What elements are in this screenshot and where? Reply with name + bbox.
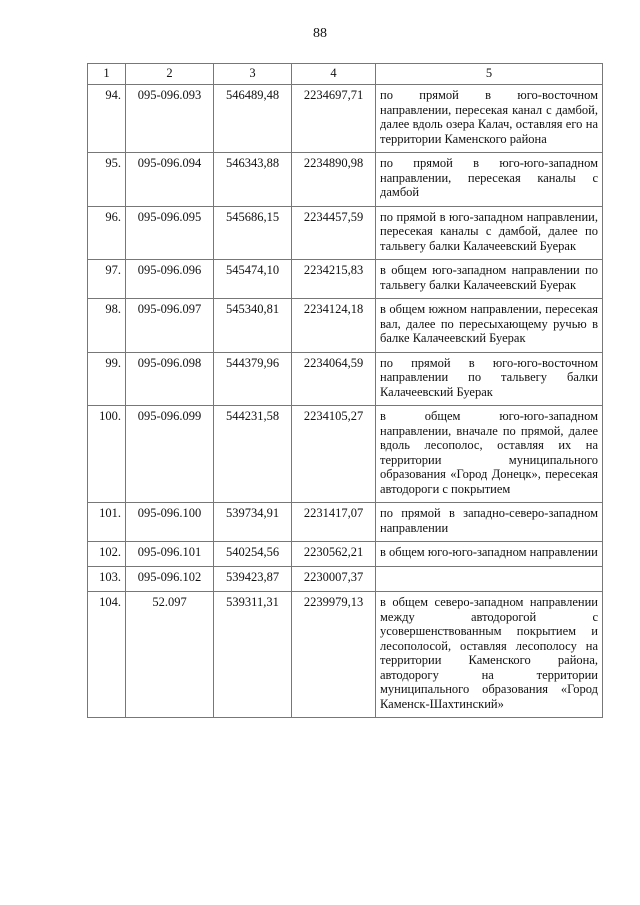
boundary-description: по прямой в юго-юго-западном направлении, пересекая каналы с дамбой (376, 153, 603, 207)
boundary-description: в общем юго-западном направлении по тальвегу балки Калачеевский Буерак (376, 260, 603, 299)
boundary-description: по прямой в западно-северо-западном направлении (376, 503, 603, 542)
row-number: 104. (88, 592, 126, 718)
boundary-description: по прямой в юго-западном направлении, пересекая каналы с дамбой, далее по тальвегу балки Калачеевский Буерак (376, 206, 603, 260)
coordinate-x: 545474,10 (214, 260, 292, 299)
coordinate-y: 2239979,13 (292, 592, 376, 718)
column-header: 1 (88, 64, 126, 85)
boundary-description: по прямой в юго-восточном направлении, пересекая канал с дамбой, далее вдоль озера Калач, оставляя его на территории Каменского района (376, 85, 603, 153)
boundary-description: в общем северо-западном направлении между автодорогой с усовершенствованным покрытием и лесополосой, оставляя лесополосу на территории Каменского района, автодорогу на территории муниципального образования «Город Каменск-Шахтинский» (376, 592, 603, 718)
table-row (88, 85, 603, 153)
point-id: 095-096.099 (126, 406, 214, 503)
coordinate-x: 545686,15 (214, 206, 292, 260)
table-row (88, 299, 603, 353)
coordinate-y: 2230562,21 (292, 542, 376, 567)
coordinate-x: 539423,87 (214, 567, 292, 592)
coordinate-x: 545340,81 (214, 299, 292, 353)
boundary-description: в общем южном направлении, пересекая вал, далее по пересыхающему ручью в балке Калачеевский Буерак (376, 299, 603, 353)
column-header: 5 (376, 64, 603, 85)
table-row (88, 503, 603, 542)
table-row (88, 567, 603, 592)
column-header: 4 (292, 64, 376, 85)
coordinate-y: 2234890,98 (292, 153, 376, 207)
point-id: 095-096.100 (126, 503, 214, 542)
point-id: 095-096.094 (126, 153, 214, 207)
table-row (88, 406, 603, 503)
row-number: 94. (88, 85, 126, 153)
table-row (88, 153, 603, 207)
point-id: 095-096.101 (126, 542, 214, 567)
point-id: 52.097 (126, 592, 214, 718)
coordinate-y: 2234064,59 (292, 352, 376, 406)
point-id: 095-096.098 (126, 352, 214, 406)
row-number: 100. (88, 406, 126, 503)
coordinate-x: 540254,56 (214, 542, 292, 567)
boundary-description: в общем юго-юго-западном направлении (376, 542, 603, 567)
row-number: 101. (88, 503, 126, 542)
row-number: 103. (88, 567, 126, 592)
coordinate-y: 2234105,27 (292, 406, 376, 503)
row-number: 102. (88, 542, 126, 567)
coordinate-x: 544231,58 (214, 406, 292, 503)
boundary-points-table (87, 63, 603, 718)
coordinate-y: 2231417,07 (292, 503, 376, 542)
coordinate-y: 2234697,71 (292, 85, 376, 153)
coordinate-x: 544379,96 (214, 352, 292, 406)
point-id: 095-096.102 (126, 567, 214, 592)
table-row (88, 592, 603, 718)
coordinate-x: 539734,91 (214, 503, 292, 542)
row-number: 98. (88, 299, 126, 353)
boundary-description: по прямой в юго-юго-восточном направлении по тальвегу балки Калачеевский Буерак (376, 352, 603, 406)
boundary-description (376, 567, 603, 592)
point-id: 095-096.093 (126, 85, 214, 153)
coordinate-x: 546489,48 (214, 85, 292, 153)
table-row (88, 206, 603, 260)
coordinate-y: 2234124,18 (292, 299, 376, 353)
row-number: 99. (88, 352, 126, 406)
row-number: 96. (88, 206, 126, 260)
column-header: 3 (214, 64, 292, 85)
table-header-row (88, 64, 603, 85)
coordinate-y: 2234457,59 (292, 206, 376, 260)
row-number: 97. (88, 260, 126, 299)
table-row (88, 352, 603, 406)
table-row (88, 260, 603, 299)
coordinate-y: 2234215,83 (292, 260, 376, 299)
table-row (88, 542, 603, 567)
coordinate-x: 546343,88 (214, 153, 292, 207)
row-number: 95. (88, 153, 126, 207)
point-id: 095-096.097 (126, 299, 214, 353)
column-header: 2 (126, 64, 214, 85)
coordinate-x: 539311,31 (214, 592, 292, 718)
page-number: 88 (313, 26, 327, 41)
point-id: 095-096.095 (126, 206, 214, 260)
coordinate-y: 2230007,37 (292, 567, 376, 592)
boundary-description: в общем юго-юго-западном направлении, вначале по прямой, далее вдоль лесополос, оставляя их на территории муниципального образования «Город Донецк», пересекая автодороги с покрытием (376, 406, 603, 503)
point-id: 095-096.096 (126, 260, 214, 299)
